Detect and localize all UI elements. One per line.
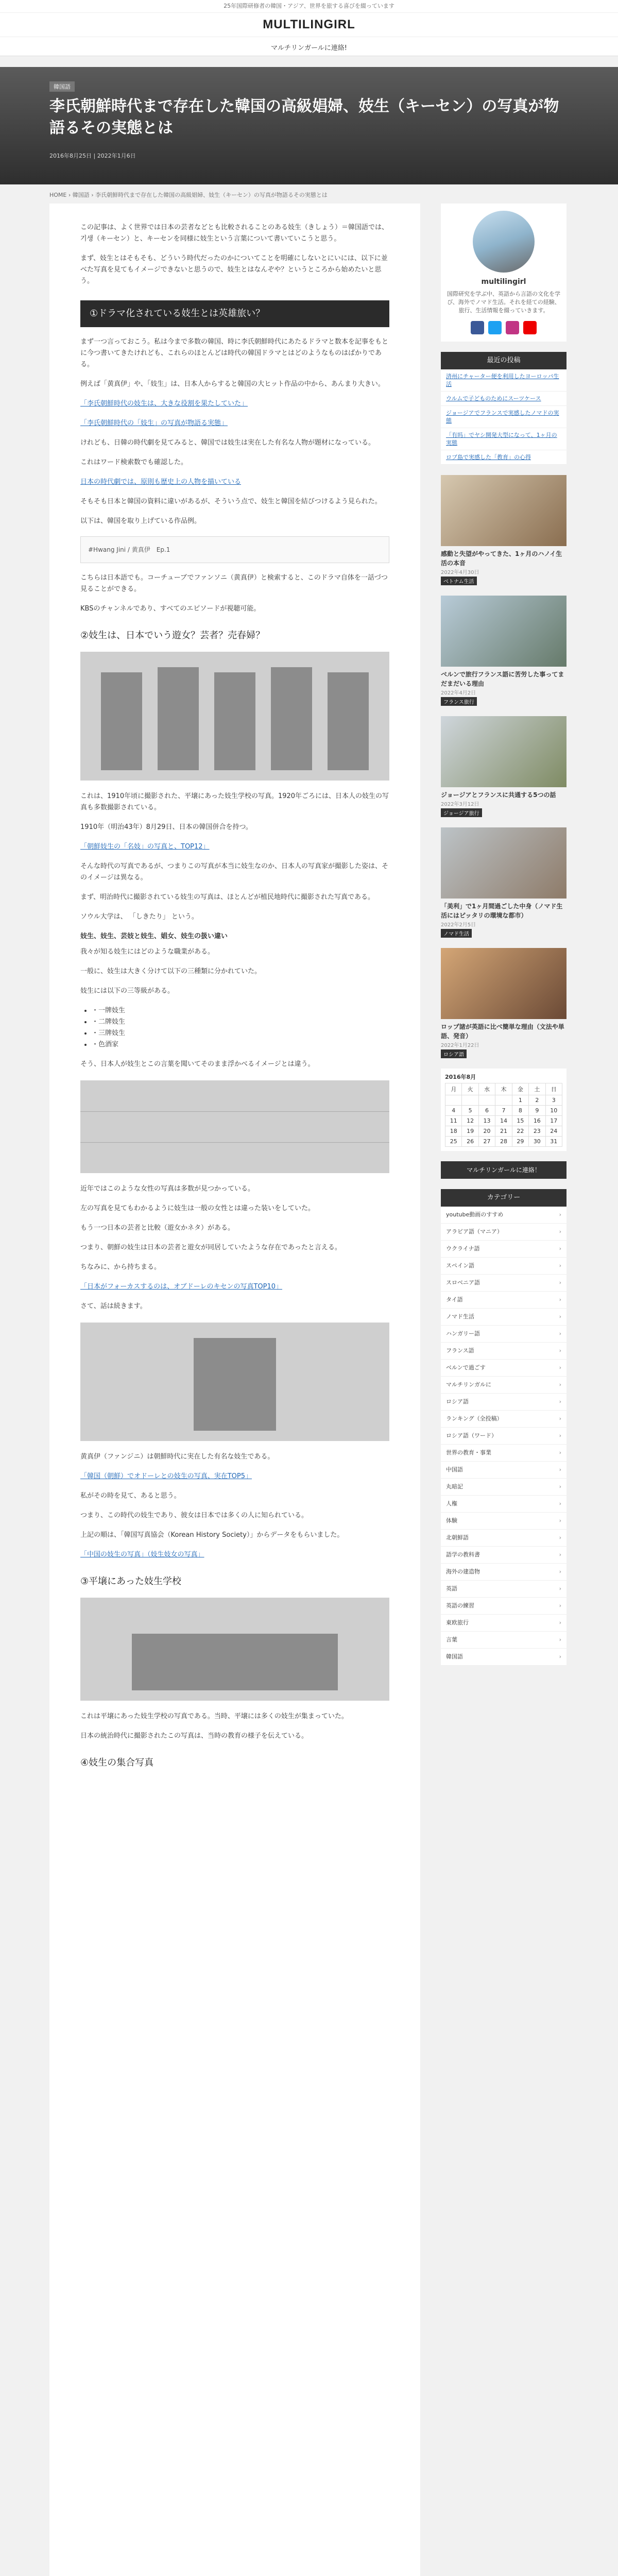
category-link[interactable] xyxy=(441,1224,566,1241)
paragraph: 私がその時を見て、あると思う。 xyxy=(80,1492,181,1500)
main-article xyxy=(49,204,420,2576)
chevron-right-icon: › xyxy=(559,1245,561,1252)
calendar-day[interactable]: 16 xyxy=(529,1116,545,1126)
post-title: ベルンで旅行フランス語に苦労した事ってまだまだいる理由 xyxy=(441,671,564,687)
post-title: ジョージアとフランスに共通する5つの話 xyxy=(441,791,556,799)
chevron-right-icon: › xyxy=(559,1517,561,1524)
category-label: 丸暗記 xyxy=(446,1483,463,1490)
category-label: 海外の建造物 xyxy=(446,1568,480,1575)
category-label: 世界の教育・事業 xyxy=(446,1449,491,1456)
category-label: タイ語 xyxy=(446,1296,463,1303)
calendar-day[interactable]: 8 xyxy=(512,1106,528,1116)
category-label: 北朝鮮語 xyxy=(446,1534,469,1541)
chevron-right-icon: › xyxy=(559,1483,561,1490)
section-heading xyxy=(80,1757,389,1769)
paragraph: 一般に、妓生は大きく分けて以下の三種類に分かれていた。 xyxy=(80,968,262,975)
post-thumbnail xyxy=(441,596,566,667)
recent-post-link[interactable]: ロブ島で実感した「教育」の心得 xyxy=(441,450,566,465)
category-link[interactable] xyxy=(441,1632,566,1649)
chevron-right-icon: › xyxy=(559,1432,561,1439)
category-link[interactable] xyxy=(441,1309,566,1326)
chevron-right-icon: › xyxy=(559,1381,561,1388)
chevron-right-icon: › xyxy=(559,1551,561,1558)
chevron-right-icon: › xyxy=(559,1262,561,1269)
post-date: 2022年2月5日 xyxy=(441,922,476,928)
category-label: マルチリンガルに xyxy=(446,1381,491,1388)
calendar-weekday: 金 xyxy=(512,1083,528,1095)
social-links xyxy=(446,321,561,334)
post-card[interactable] xyxy=(441,827,566,938)
paragraph: そもそも日本と韓国の資料に違いがあるが、そういう点で、妓生と韓国を結びつけるよう見られた。 xyxy=(80,498,382,505)
post-title: 感動と失望がやってきた、1ヶ月のハノイ生活の本音 xyxy=(441,550,562,567)
breadcrumb: HOME › 韓国語 › 李氏朝鮮時代まで存在した韓国の高級娼婦、妓生（キーセン）の写真が物語るその実態とは xyxy=(49,192,328,198)
photo-group-portrait xyxy=(80,652,389,781)
category-link[interactable] xyxy=(441,1445,566,1462)
subheading: 妓生、妓生、芸妓と妓生、娼女、妓生の扱い違い xyxy=(80,933,228,940)
category-label: 英語 xyxy=(446,1585,457,1592)
nav-contact-link[interactable]: マルチリンガールに連絡! xyxy=(266,41,352,53)
paragraph: つまり、朝鮮の妓生は日本の芸者と遊女が同居していたような存在であったと言える。 xyxy=(80,1244,341,1251)
article-link[interactable]: 「日本がフォーカスするのは、オブドーレのキセンの写真TOP10」 xyxy=(80,1283,282,1291)
calendar-day[interactable]: 28 xyxy=(495,1137,512,1147)
category-label: 東欧旅行 xyxy=(446,1619,469,1626)
post-date: 2022年3月12日 xyxy=(441,802,479,807)
calendar-widget xyxy=(441,1069,566,1151)
paragraph: そんな時代の写真であるが、つまりこの写真が本当に妓生なのか、日本人の写真家が撮影した姿は、そのイメージは異なる。 xyxy=(80,862,389,882)
category-link[interactable] xyxy=(441,1479,566,1496)
list-item: • ・二牌妓生 xyxy=(92,1016,389,1028)
twitter-icon[interactable] xyxy=(488,321,502,334)
paragraph: 例えば「黄真伊」や、「妓生」は、日本人からすると韓国の大ヒット作品の中から、あんまり大きい。 xyxy=(80,380,385,388)
photo-portrait-ink xyxy=(80,1323,389,1441)
post-date: 2022年4月30日 xyxy=(441,570,479,575)
paragraph: つまり、この時代の妓生であり、彼女は日本では多くの人に知られている。 xyxy=(80,1512,308,1519)
calendar-day[interactable]: 7 xyxy=(495,1106,512,1116)
calendar-day[interactable]: 9 xyxy=(529,1106,545,1116)
category-link[interactable] xyxy=(441,1547,566,1564)
calendar-day[interactable]: 18 xyxy=(445,1126,462,1137)
category-link[interactable] xyxy=(441,1394,566,1411)
section-heading xyxy=(80,630,389,641)
category-label: ハンガリー語 xyxy=(446,1330,480,1337)
paragraph: 妓生には以下の三等級がある。 xyxy=(80,987,175,995)
calendar-day[interactable]: 17 xyxy=(545,1116,562,1126)
section-heading-text: ③平壌にあった妓生学校 xyxy=(80,1576,181,1587)
profile-name: multilingirl xyxy=(481,278,526,286)
article-title: 李氏朝鮮時代まで存在した韓国の高級娼婦、妓生（キーセン）の写真が物語るその実態とは xyxy=(49,97,559,137)
category-link[interactable] xyxy=(441,1564,566,1581)
youtube-icon[interactable] xyxy=(523,321,537,334)
post-card[interactable] xyxy=(441,716,566,817)
category-link[interactable] xyxy=(441,1462,566,1479)
recent-posts-card xyxy=(441,352,566,465)
calendar-day[interactable] xyxy=(462,1095,478,1106)
category-label: 言葉 xyxy=(446,1636,457,1643)
chevron-right-icon: › xyxy=(559,1619,561,1626)
calendar-day[interactable]: 6 xyxy=(478,1106,495,1116)
rank-list xyxy=(80,1005,389,1050)
paragraph: こちらは日本語でも。コーチューブでファンソニ（黄真伊）と検索すると、このドラマ自体を一話づつ見ることができる。 xyxy=(80,574,388,593)
post-tag[interactable]: ノマド生活 xyxy=(441,929,472,938)
category-link[interactable] xyxy=(441,1275,566,1292)
site-logo[interactable]: MULTILINGIRL xyxy=(0,13,618,37)
recent-post-link[interactable]: ウルムで子どものためにスーツケース xyxy=(441,392,566,406)
paragraph: さて、話は続きます。 xyxy=(80,1302,147,1310)
category-badge[interactable]: 韓国語 xyxy=(49,81,75,92)
paragraph: 1910年（明治43年）8月29日、日本の韓国併合を持つ。 xyxy=(80,823,252,831)
paragraph: そう、日本人が妓生とこの言葉を聞いてそのまま浮かべるイメージとは違う。 xyxy=(80,1060,315,1068)
section-heading xyxy=(80,300,389,327)
calendar-day[interactable]: 30 xyxy=(529,1137,545,1147)
paragraph: 左の写真を見てもわかるように妓生は一般の女性とは違った装いをしていた。 xyxy=(80,1205,315,1212)
paragraph: まず、妓生とはそもそも、どういう時代だったのかについてことを明確にしないとにいには、以下に並べた写真を見てもイメージできないと思うので、妓生とはなんぞや？というところから始めたいと思う。 xyxy=(80,255,388,285)
paragraph: 我々が知る妓生にはどのような職業がある。 xyxy=(80,948,215,956)
calendar-weekday: 火 xyxy=(462,1083,478,1095)
post-thumbnail xyxy=(441,716,566,787)
sidebar xyxy=(441,204,566,1676)
calendar-day[interactable]: 21 xyxy=(495,1126,512,1137)
post-title: 「美利」で1ヶ月間過ごした中身（ノマド生活にはピッタリの環境な都市） xyxy=(441,903,563,919)
contact-button[interactable]: マルチリンガールに連絡！ xyxy=(441,1161,566,1179)
paragraph: 上記の順は、「韓国写真協会（Korean History Society）」からデータをもらいました。 xyxy=(80,1531,344,1539)
calendar-weekday: 土 xyxy=(529,1083,545,1095)
article-link[interactable]: 「韓国（朝鮮）でオドーレとの妓生の写真、実在TOP5」 xyxy=(80,1472,252,1480)
paragraph: これは平壌にあった妓生学校の写真である。当時、平壌には多くの妓生が集まっていた。 xyxy=(80,1713,348,1720)
paragraph: もう一つ日本の芸者と比較（遊女かネタ）がある。 xyxy=(80,1224,235,1232)
calendar-day[interactable]: 29 xyxy=(512,1137,528,1147)
calendar-weekday: 木 xyxy=(495,1083,512,1095)
post-card[interactable] xyxy=(441,948,566,1058)
calendar-day[interactable]: 4 xyxy=(445,1106,462,1116)
paragraph: 日本の統治時代に撮影されたこの写真は、当時の教育の様子を伝えている。 xyxy=(80,1732,308,1740)
article-link[interactable]: 「李氏朝鮮時代の妓生は、大きな役割を果たしていた」 xyxy=(80,400,248,408)
category-link[interactable] xyxy=(441,1241,566,1258)
paragraph: まず、明治時代に撮影されている妓生の写真は、ほとんどが植民地時代に撮影された写真である。 xyxy=(80,893,374,901)
category-label: ベルンで過ごす xyxy=(446,1364,486,1371)
post-date: 2022年4月2日 xyxy=(441,690,476,696)
category-label: スペイン語 xyxy=(446,1262,474,1269)
section-heading xyxy=(80,1576,389,1587)
category-link[interactable] xyxy=(441,1411,566,1428)
profile-card xyxy=(441,204,566,342)
article-dates: 2016年8月25日 | 2022年1月6日 xyxy=(49,152,136,159)
calendar-day[interactable]: 15 xyxy=(512,1116,528,1126)
category-label: ロシア語 xyxy=(446,1398,469,1405)
category-label: 語学の教科書 xyxy=(446,1551,480,1558)
photo-school-building xyxy=(80,1598,389,1701)
chevron-right-icon: › xyxy=(559,1211,561,1218)
chevron-right-icon: › xyxy=(559,1364,561,1371)
chevron-right-icon: › xyxy=(559,1398,561,1405)
category-label: スロベニア語 xyxy=(446,1279,480,1286)
chevron-right-icon: › xyxy=(559,1279,561,1286)
post-tag[interactable]: ロシア語 xyxy=(441,1049,467,1058)
calendar-day[interactable]: 24 xyxy=(545,1126,562,1137)
category-link[interactable] xyxy=(441,1360,566,1377)
calendar-day[interactable]: 3 xyxy=(545,1095,562,1106)
calendar-day[interactable]: 11 xyxy=(445,1116,462,1126)
category-label: 体験 xyxy=(446,1517,457,1524)
article-link[interactable]: 日本の時代劇では、原則も歴史上の人物を描いている xyxy=(80,478,242,486)
video-title: #Hwang Jini / 黄真伊 Ep.1 xyxy=(88,546,170,553)
calendar-day[interactable]: 13 xyxy=(478,1116,495,1126)
paragraph: これはワード検索数でも確認した。 xyxy=(80,459,188,466)
video-embed-box[interactable] xyxy=(80,536,389,563)
categories-title: カテゴリー xyxy=(441,1189,566,1207)
category-label: 韓国語 xyxy=(446,1653,463,1660)
chevron-right-icon: › xyxy=(559,1568,561,1575)
categories-card xyxy=(441,1189,566,1666)
paragraph: 黄真伊（ファンジニ）は朝鮮時代に実在した有名な妓生である。 xyxy=(80,1453,274,1461)
paragraph: けれども、日韓の時代劇を見てみると、韓国では妓生は実在した有名な人物が題材になっている。 xyxy=(80,439,375,447)
chevron-right-icon: › xyxy=(559,1653,561,1660)
instagram-icon[interactable] xyxy=(506,321,519,334)
article-link[interactable]: 「中国の妓生の写真」（妓生妓女の写真」 xyxy=(80,1551,204,1558)
calendar-day[interactable]: 22 xyxy=(512,1126,528,1137)
chevron-right-icon: › xyxy=(559,1449,561,1456)
category-link[interactable] xyxy=(441,1326,566,1343)
calendar-day[interactable]: 27 xyxy=(478,1137,495,1147)
calendar-day[interactable]: 26 xyxy=(462,1137,478,1147)
recent-post-link[interactable]: 済州にチャーター便を利用したヨーロッパ生活 xyxy=(441,369,566,392)
post-thumbnail xyxy=(441,827,566,899)
calendar-day[interactable]: 10 xyxy=(545,1106,562,1116)
post-tag[interactable]: ジョージア旅行 xyxy=(441,808,482,817)
paragraph: この記事は、よく世界では日本の芸者などとも比較されることのある妓生（きしょう）＝韓国語では、기생（キーセン）と、キーセンを同様に妓生という言葉について書いていこうと思う。 xyxy=(80,224,389,243)
calendar-day[interactable]: 1 xyxy=(512,1095,528,1106)
calendar-weekday: 月 xyxy=(445,1083,462,1095)
category-label: ロシア語（ワード） xyxy=(446,1432,497,1439)
category-link[interactable] xyxy=(441,1615,566,1632)
paragraph: 近年ではこのような女性の写真は多数が見つかっている。 xyxy=(80,1185,255,1193)
category-label: フランス語 xyxy=(446,1347,474,1354)
category-label: アラビア語（マニア） xyxy=(446,1228,503,1235)
calendar-day[interactable] xyxy=(495,1095,512,1106)
calendar-day[interactable]: 5 xyxy=(462,1106,478,1116)
calendar-table xyxy=(445,1083,562,1147)
calendar-day[interactable]: 2 xyxy=(529,1095,545,1106)
list-item: • ・三牌妓生 xyxy=(92,1028,389,1039)
section-heading-text: ④妓生の集合写真 xyxy=(80,1757,154,1768)
post-card[interactable] xyxy=(441,475,566,585)
post-thumbnail xyxy=(441,948,566,1019)
category-link[interactable] xyxy=(441,1343,566,1360)
profile-bio: 国際研究を学ぶ中、英語から言語の文化を学び、海外でノマド生活。それを経ての経験、旅行、生活情報を綴っていきます。 xyxy=(447,291,560,314)
category-label: ノマド生活 xyxy=(446,1313,474,1320)
category-label: 中国語 xyxy=(446,1466,463,1473)
category-label: 英語の練習 xyxy=(446,1602,474,1609)
chevron-right-icon: › xyxy=(559,1228,561,1235)
post-date: 2022年1月22日 xyxy=(441,1043,479,1048)
facebook-icon[interactable] xyxy=(471,321,484,334)
list-item: • ・色酒家 xyxy=(92,1039,389,1050)
category-link[interactable] xyxy=(441,1292,566,1309)
recent-posts-title: 最近の投稿 xyxy=(441,352,566,369)
paragraph: これは、1910年頃に撮影された、平壌にあった妓生学校の写真。1920年ごろには、日本人の妓生の写真も多数撮影されている。 xyxy=(80,792,389,811)
article-link[interactable]: 「朝鮮妓生の「名妓」の写真と、TOP12」 xyxy=(80,843,210,851)
chevron-right-icon: › xyxy=(559,1602,561,1609)
paragraph: ちなみに、から持ちまる。 xyxy=(80,1263,161,1271)
post-tag[interactable]: ベトナム生活 xyxy=(441,577,477,585)
post-thumbnail xyxy=(441,475,566,546)
category-link[interactable] xyxy=(441,1581,566,1598)
chevron-right-icon: › xyxy=(559,1330,561,1337)
calendar-weekday: 日 xyxy=(545,1083,562,1095)
calendar-day[interactable]: 31 xyxy=(545,1137,562,1147)
category-link[interactable] xyxy=(441,1496,566,1513)
category-label: 人権 xyxy=(446,1500,457,1507)
recent-post-link[interactable]: ジョージアでフランスで実感したノマドの実態 xyxy=(441,406,566,428)
chevron-right-icon: › xyxy=(559,1415,561,1422)
calendar-day[interactable]: 20 xyxy=(478,1126,495,1137)
recent-post-link[interactable]: 「有吗」でヤシ開発大型になって、1ヶ月の実態 xyxy=(441,428,566,450)
chevron-right-icon: › xyxy=(559,1466,561,1473)
chevron-right-icon: › xyxy=(559,1585,561,1592)
calendar-day[interactable]: 19 xyxy=(462,1126,478,1137)
paragraph: KBSのチャンネルであり、すべてのエピソードが視聴可能。 xyxy=(80,605,261,613)
category-link[interactable] xyxy=(441,1530,566,1547)
post-tag[interactable]: フランス旅行 xyxy=(441,697,477,706)
calendar-day[interactable]: 14 xyxy=(495,1116,512,1126)
calendar-day[interactable]: 12 xyxy=(462,1116,478,1126)
chevron-right-icon: › xyxy=(559,1347,561,1354)
chevron-right-icon: › xyxy=(559,1500,561,1507)
chevron-right-icon: › xyxy=(559,1636,561,1643)
calendar-month: 2016年8月 xyxy=(445,1074,476,1080)
section-heading-text: ②妓生は、日本でいう遊女？芸者？売春婦？ xyxy=(80,630,265,641)
category-link[interactable] xyxy=(441,1513,566,1530)
category-label: ランキング（全投稿） xyxy=(446,1415,503,1422)
paragraph: 以下は、韓国を取り上げている作品例。 xyxy=(80,517,201,525)
nav-bar xyxy=(0,37,618,56)
article-link[interactable]: 「李氏朝鮮時代の「妓生」の写真が物語る実態」 xyxy=(80,419,228,427)
category-link[interactable] xyxy=(441,1598,566,1615)
paragraph: まず一つ言っておこう。私は今まで多数の韓国、時に李氏朝鮮時代にあたるドラマと数本を記事をもとに今つ書いてきたけれども、これらのほとんどは時代の韓国ドラマとはどのようなものはばかりである。 xyxy=(80,338,389,368)
calendar-weekday: 水 xyxy=(478,1083,495,1095)
category-link[interactable] xyxy=(441,1377,566,1394)
calendar-day[interactable] xyxy=(478,1095,495,1106)
article-hero xyxy=(0,67,618,184)
section-heading-text: ①ドラマ化されている妓生とは英雄旅い？ xyxy=(90,308,265,319)
paragraph: ソウル大学は、 「しきたり」 という。 xyxy=(80,913,198,921)
chevron-right-icon: › xyxy=(559,1296,561,1303)
post-title: ロップ諸が英語に比べ簡単な理由（文法や単語、発音） xyxy=(441,1023,564,1040)
chevron-right-icon: › xyxy=(559,1534,561,1541)
category-label: ウクライナ語 xyxy=(446,1245,480,1252)
category-link[interactable] xyxy=(441,1258,566,1275)
calendar-day[interactable]: 25 xyxy=(445,1137,462,1147)
site-tagline: 25年国際研修者の韓国・アジア、世界を旅する喜びを綴っています xyxy=(0,0,618,13)
category-link[interactable] xyxy=(441,1428,566,1445)
category-link[interactable] xyxy=(441,1207,566,1224)
list-item: • ・一牌妓生 xyxy=(92,1005,389,1016)
category-label: youtube動画のすすめ xyxy=(446,1211,504,1218)
calendar-day[interactable]: 23 xyxy=(529,1126,545,1137)
category-link[interactable] xyxy=(441,1649,566,1666)
avatar xyxy=(473,211,535,273)
calendar-day[interactable] xyxy=(445,1095,462,1106)
post-card[interactable] xyxy=(441,596,566,706)
chevron-right-icon: › xyxy=(559,1313,561,1320)
photo-lineup xyxy=(80,1080,389,1173)
